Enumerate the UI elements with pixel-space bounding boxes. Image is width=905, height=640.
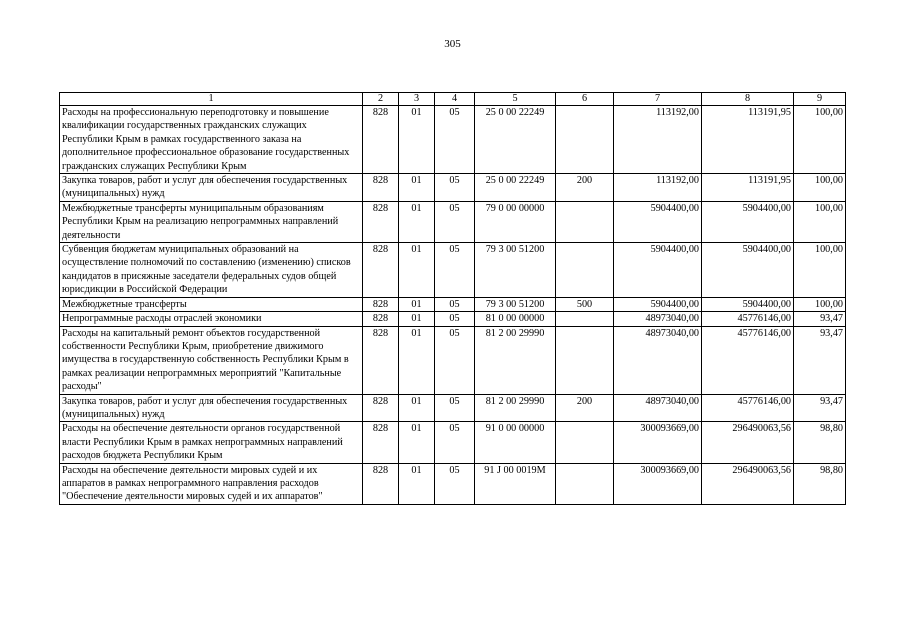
- row-plan-cell: 5904400,00: [614, 297, 702, 311]
- row-expense-type-cell: [556, 326, 614, 394]
- row-subsection-cell: 05: [435, 174, 475, 202]
- row-actual-cell: 296490063,56: [702, 463, 794, 504]
- row-percent-cell: 93,47: [794, 394, 846, 422]
- row-target-article-cell: 25 0 00 22249: [475, 106, 556, 174]
- row-subsection-cell: 05: [435, 243, 475, 298]
- row-ved-cell: 828: [363, 326, 399, 394]
- row-expense-type-cell: 500: [556, 297, 614, 311]
- row-actual-cell: 113191,95: [702, 174, 794, 202]
- row-percent-cell: 100,00: [794, 243, 846, 298]
- row-target-article-cell: 91 J 00 0019M: [475, 463, 556, 504]
- table-row: [60, 312, 846, 326]
- header-col-1: 1: [60, 93, 363, 106]
- row-actual-cell: 45776146,00: [702, 312, 794, 326]
- budget-table: [59, 92, 846, 505]
- row-name-cell: Межбюджетные трансферты муниципальным образованиям Республики Крым на реализацию непрограммных направлений деятельности: [60, 201, 363, 242]
- row-ved-cell: 828: [363, 243, 399, 298]
- page-number: 305: [444, 38, 461, 50]
- row-ved-cell: 828: [363, 174, 399, 202]
- row-subsection-cell: 05: [435, 463, 475, 504]
- header-col-6: 6: [556, 93, 614, 106]
- row-percent-cell: 100,00: [794, 297, 846, 311]
- row-target-article-cell: 25 0 00 22249: [475, 174, 556, 202]
- row-target-article-cell: 79 0 00 00000: [475, 201, 556, 242]
- row-target-article-cell: 81 2 00 29990: [475, 326, 556, 394]
- table-row: [60, 106, 846, 174]
- row-section-cell: 01: [399, 312, 435, 326]
- row-section-cell: 01: [399, 394, 435, 422]
- row-ved-cell: 828: [363, 394, 399, 422]
- row-name-cell: Межбюджетные трансферты: [60, 297, 363, 311]
- row-name-cell: Субвенция бюджетам муниципальных образований на осуществление полномочий по составлению (изменению) списков кандидатов в присяжные заседатели федеральных судов общей юрисдикции в Российской Федерации: [60, 243, 363, 298]
- row-plan-cell: 5904400,00: [614, 201, 702, 242]
- row-plan-cell: 48973040,00: [614, 312, 702, 326]
- row-subsection-cell: 05: [435, 422, 475, 463]
- row-plan-cell: 48973040,00: [614, 326, 702, 394]
- row-percent-cell: 100,00: [794, 174, 846, 202]
- row-actual-cell: 45776146,00: [702, 394, 794, 422]
- row-expense-type-cell: [556, 201, 614, 242]
- row-name-cell: Расходы на капитальный ремонт объектов государственной собственности Республики Крым, приобретение движимого имущества в государственную собственность Республики Крым в рамках реализации непрограммных мероприятий "Капитальные расходы": [60, 326, 363, 394]
- row-target-article-cell: 81 2 00 29990: [475, 394, 556, 422]
- row-actual-cell: 113191,95: [702, 106, 794, 174]
- header-col-4: 4: [435, 93, 475, 106]
- row-percent-cell: 100,00: [794, 106, 846, 174]
- row-section-cell: 01: [399, 326, 435, 394]
- row-percent-cell: 98,80: [794, 463, 846, 504]
- row-actual-cell: 296490063,56: [702, 422, 794, 463]
- row-section-cell: 01: [399, 201, 435, 242]
- row-subsection-cell: 05: [435, 394, 475, 422]
- row-expense-type-cell: 200: [556, 174, 614, 202]
- row-subsection-cell: 05: [435, 201, 475, 242]
- row-subsection-cell: 05: [435, 312, 475, 326]
- row-section-cell: 01: [399, 106, 435, 174]
- row-subsection-cell: 05: [435, 326, 475, 394]
- row-actual-cell: 5904400,00: [702, 243, 794, 298]
- table-row: [60, 463, 846, 504]
- row-expense-type-cell: [556, 422, 614, 463]
- row-section-cell: 01: [399, 243, 435, 298]
- row-actual-cell: 5904400,00: [702, 201, 794, 242]
- header-row: [60, 93, 846, 106]
- table-row: [60, 297, 846, 311]
- row-plan-cell: 300093669,00: [614, 463, 702, 504]
- header-col-9: 9: [794, 93, 846, 106]
- row-name-cell: Расходы на обеспечение деятельности органов государственной власти Республики Крым в рамках непрограммных направлений расходов бюджета Республики Крым: [60, 422, 363, 463]
- row-subsection-cell: 05: [435, 106, 475, 174]
- header-col-5: 5: [475, 93, 556, 106]
- row-name-cell: Закупка товаров, работ и услуг для обеспечения государственных (муниципальных) нужд: [60, 394, 363, 422]
- table-row: [60, 422, 846, 463]
- row-target-article-cell: 79 3 00 51200: [475, 243, 556, 298]
- row-ved-cell: 828: [363, 422, 399, 463]
- table-row: [60, 174, 846, 202]
- row-percent-cell: 93,47: [794, 312, 846, 326]
- row-expense-type-cell: 200: [556, 394, 614, 422]
- row-ved-cell: 828: [363, 463, 399, 504]
- row-plan-cell: 113192,00: [614, 174, 702, 202]
- row-actual-cell: 45776146,00: [702, 326, 794, 394]
- table-body: [60, 106, 846, 505]
- row-target-article-cell: 81 0 00 00000: [475, 312, 556, 326]
- row-ved-cell: 828: [363, 201, 399, 242]
- row-expense-type-cell: [556, 463, 614, 504]
- row-actual-cell: 5904400,00: [702, 297, 794, 311]
- row-name-cell: Расходы на обеспечение деятельности мировых судей и их аппаратов в рамках непрограммного направления расходов "Обеспечение деятельности мировых судей и их аппаратов": [60, 463, 363, 504]
- row-section-cell: 01: [399, 422, 435, 463]
- row-plan-cell: 113192,00: [614, 106, 702, 174]
- header-col-3: 3: [399, 93, 435, 106]
- table-row: [60, 201, 846, 242]
- row-section-cell: 01: [399, 174, 435, 202]
- table-row: [60, 394, 846, 422]
- row-plan-cell: 48973040,00: [614, 394, 702, 422]
- row-ved-cell: 828: [363, 106, 399, 174]
- row-plan-cell: 5904400,00: [614, 243, 702, 298]
- row-expense-type-cell: [556, 106, 614, 174]
- row-expense-type-cell: [556, 312, 614, 326]
- row-name-cell: Закупка товаров, работ и услуг для обеспечения государственных (муниципальных) нужд: [60, 174, 363, 202]
- row-percent-cell: 98,80: [794, 422, 846, 463]
- table-row: [60, 243, 846, 298]
- table-row: [60, 326, 846, 394]
- row-section-cell: 01: [399, 463, 435, 504]
- row-name-cell: Непрограммные расходы отраслей экономики: [60, 312, 363, 326]
- row-ved-cell: 828: [363, 297, 399, 311]
- header-col-8: 8: [702, 93, 794, 106]
- header-col-2: 2: [363, 93, 399, 106]
- row-section-cell: 01: [399, 297, 435, 311]
- row-percent-cell: 100,00: [794, 201, 846, 242]
- row-name-cell: Расходы на профессиональную переподготовку и повышение квалификации государственных гражданских служащих Республики Крым в рамках государственного заказа на дополнительное профессиональное образование государственных гражданских служащих Республики Крым: [60, 106, 363, 174]
- row-target-article-cell: 91 0 00 00000: [475, 422, 556, 463]
- row-target-article-cell: 79 3 00 51200: [475, 297, 556, 311]
- row-expense-type-cell: [556, 243, 614, 298]
- row-ved-cell: 828: [363, 312, 399, 326]
- row-percent-cell: 93,47: [794, 326, 846, 394]
- row-plan-cell: 300093669,00: [614, 422, 702, 463]
- header-col-7: 7: [614, 93, 702, 106]
- row-subsection-cell: 05: [435, 297, 475, 311]
